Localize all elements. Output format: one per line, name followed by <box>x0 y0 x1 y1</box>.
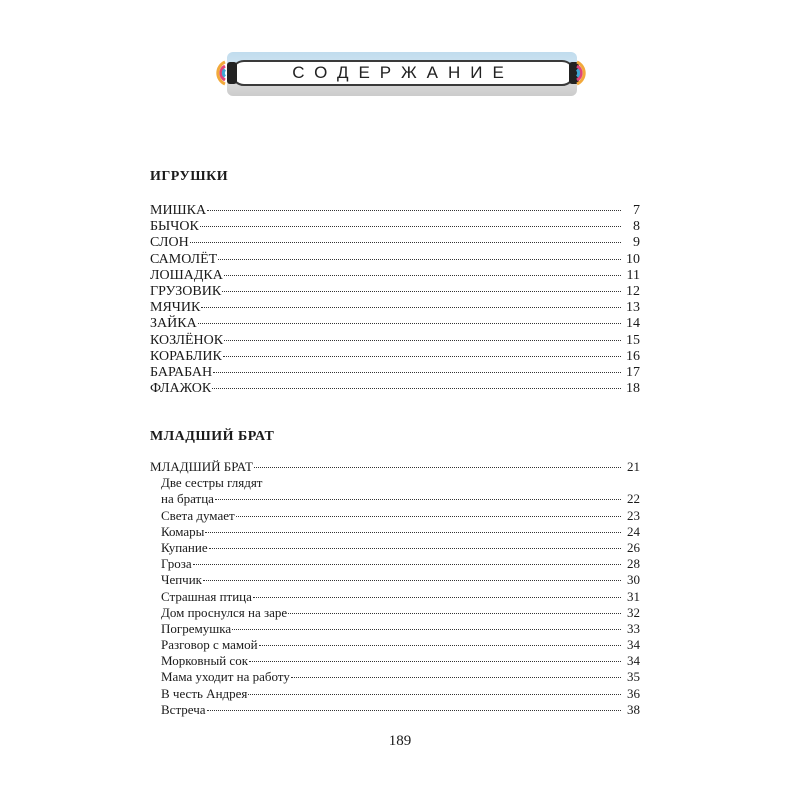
toc-entry <box>150 284 640 300</box>
toc-entry <box>150 508 640 524</box>
toc-entry-page: 23 <box>627 507 640 523</box>
toc-entry-page: 18 <box>626 381 640 397</box>
dot-leader <box>253 597 621 598</box>
dot-leader <box>223 356 621 357</box>
dot-leader <box>205 532 621 533</box>
toc-entry <box>150 686 640 702</box>
rainbow-ornament-right-icon <box>575 60 601 86</box>
toc-entry <box>150 653 640 669</box>
toc-entry-title: ЗАЙКА <box>150 316 197 332</box>
toc-entry-page: 7 <box>633 203 640 218</box>
section-title-toys: ИГРУШКИ <box>150 169 229 184</box>
toc-entry-title: Встреча <box>161 701 206 717</box>
dot-leader <box>218 259 621 260</box>
toc-entry-title: КОЗЛЁНОК <box>150 332 224 348</box>
dot-leader <box>222 291 621 292</box>
toc-entry-title: Дом проснулся на заре <box>161 604 288 620</box>
toc-entry <box>150 349 640 365</box>
toc-entry <box>150 333 640 349</box>
toc-entry-page: 15 <box>626 332 640 348</box>
toc-entry-title: КОРАБЛИК <box>150 348 222 364</box>
dot-leader <box>224 275 621 276</box>
toc-entry-title: Гроза <box>161 556 192 572</box>
toc-entry-title: Комары <box>161 523 205 539</box>
toc-entry <box>150 491 640 507</box>
dot-leader <box>200 226 621 227</box>
toc-entry <box>150 300 640 316</box>
toc-entry-page: 16 <box>626 348 640 364</box>
toc-entry-title: В честь Андрея <box>161 685 248 701</box>
toc-list-toys <box>150 203 640 397</box>
toc-entry-title: ФЛАЖОК <box>150 381 212 397</box>
toc-entry <box>150 621 640 637</box>
toc-entry-page: 12 <box>626 283 640 299</box>
toc-entry-page: 8 <box>633 219 640 235</box>
toc-entry-title: Мама уходит на работу <box>161 669 290 685</box>
dot-leader <box>248 694 621 695</box>
toc-entry-page: 11 <box>626 267 640 283</box>
dot-leader <box>236 516 621 517</box>
toc-entry <box>150 268 640 284</box>
dot-leader <box>190 242 621 243</box>
toc-entry-page: 33 <box>627 620 640 636</box>
toc-entry-page: 28 <box>627 556 640 572</box>
toc-entry-page: 32 <box>627 604 640 620</box>
page-title: СОДЕРЖАНИЕ <box>292 63 514 82</box>
toc-entry-page: 30 <box>627 572 640 588</box>
toc-entry-title: Две сестры глядят <box>161 475 263 491</box>
toc-entry <box>150 524 640 540</box>
toc-entry-title: Разговор с мамой <box>161 637 258 653</box>
toc-entry-page: 24 <box>627 523 640 539</box>
dot-leader <box>232 629 621 630</box>
toc-entry <box>150 702 640 718</box>
toc-entry-title: Света думает <box>161 507 235 523</box>
toc-entry <box>150 252 640 268</box>
toc-entry-title: МИШКА <box>150 203 207 218</box>
toc-entry-title: Морковный сок <box>161 653 249 669</box>
toc-entry-page: 9 <box>633 235 640 251</box>
toc-entry-title: на братца <box>161 491 214 507</box>
toc-entry-title: МЛАДШИЙ БРАТ <box>150 459 253 474</box>
toc-entry-title: БЫЧОК <box>150 219 199 235</box>
dot-leader <box>288 613 621 614</box>
toc-entry <box>150 316 640 332</box>
dot-leader <box>213 372 621 373</box>
dot-leader <box>193 564 621 565</box>
toc-entry-title: ЛОШАДКА <box>150 267 223 283</box>
toc-entry <box>150 475 640 491</box>
toc-entry-title: СЛОН <box>150 235 189 251</box>
toc-entry <box>150 203 640 219</box>
contents-banner <box>205 48 600 100</box>
toc-entry-page: 34 <box>627 653 640 669</box>
toc-entry <box>150 540 640 556</box>
toc-entry-page: 26 <box>627 539 640 555</box>
toc-entry <box>150 459 640 475</box>
toc-entry-title: БАРАБАН <box>150 364 213 380</box>
dot-leader <box>249 661 621 662</box>
section-title-little-brother: МЛАДШИЙ БРАТ <box>150 429 275 444</box>
toc-entry <box>150 605 640 621</box>
toc-entry-page: 35 <box>627 669 640 685</box>
toc-entry <box>150 589 640 605</box>
toc-entry <box>150 219 640 235</box>
dot-leader <box>198 323 621 324</box>
toc-entry-title: ГРУЗОВИК <box>150 283 222 299</box>
toc-entry <box>150 381 640 397</box>
toc-entry-page: 21 <box>627 459 640 474</box>
dot-leader <box>203 580 621 581</box>
dot-leader <box>212 388 621 389</box>
toc-entry <box>150 556 640 572</box>
dot-leader <box>207 210 621 211</box>
toc-entry-page: 14 <box>626 316 640 332</box>
toc-entry-title: САМОЛЁТ <box>150 251 218 267</box>
dot-leader <box>209 548 621 549</box>
toc-entry-page: 17 <box>626 364 640 380</box>
toc-entry <box>150 365 640 381</box>
toc-entry-title: Чепчик <box>161 572 202 588</box>
dot-leader <box>224 340 621 341</box>
dot-leader <box>254 467 621 468</box>
toc-entry-title: Купание <box>161 539 208 555</box>
toc-entry <box>150 669 640 685</box>
dot-leader <box>207 710 621 711</box>
toc-entry-page: 38 <box>627 701 640 717</box>
toc-entry-page: 31 <box>627 588 640 604</box>
dot-leader <box>215 499 621 500</box>
toc-entry-title: Страшная птица <box>161 588 252 604</box>
dot-leader <box>291 677 621 678</box>
rainbow-ornament-left-icon <box>201 60 227 86</box>
dot-leader <box>201 307 621 308</box>
toc-entry-page: 36 <box>627 685 640 701</box>
toc-entry <box>150 637 640 653</box>
dot-leader <box>259 645 621 646</box>
toc-list-little-brother <box>150 459 640 718</box>
toc-entry <box>150 235 640 251</box>
toc-entry-title: Погремушка <box>161 620 232 636</box>
toc-entry-page: 34 <box>627 637 640 653</box>
toc-entry-page: 22 <box>627 491 640 507</box>
toc-entry-page: 13 <box>626 300 640 316</box>
toc-entry <box>150 572 640 588</box>
toc-entry-page: 10 <box>626 251 640 267</box>
page-number: 189 <box>388 733 412 749</box>
toc-entry-title: МЯЧИК <box>150 300 201 316</box>
